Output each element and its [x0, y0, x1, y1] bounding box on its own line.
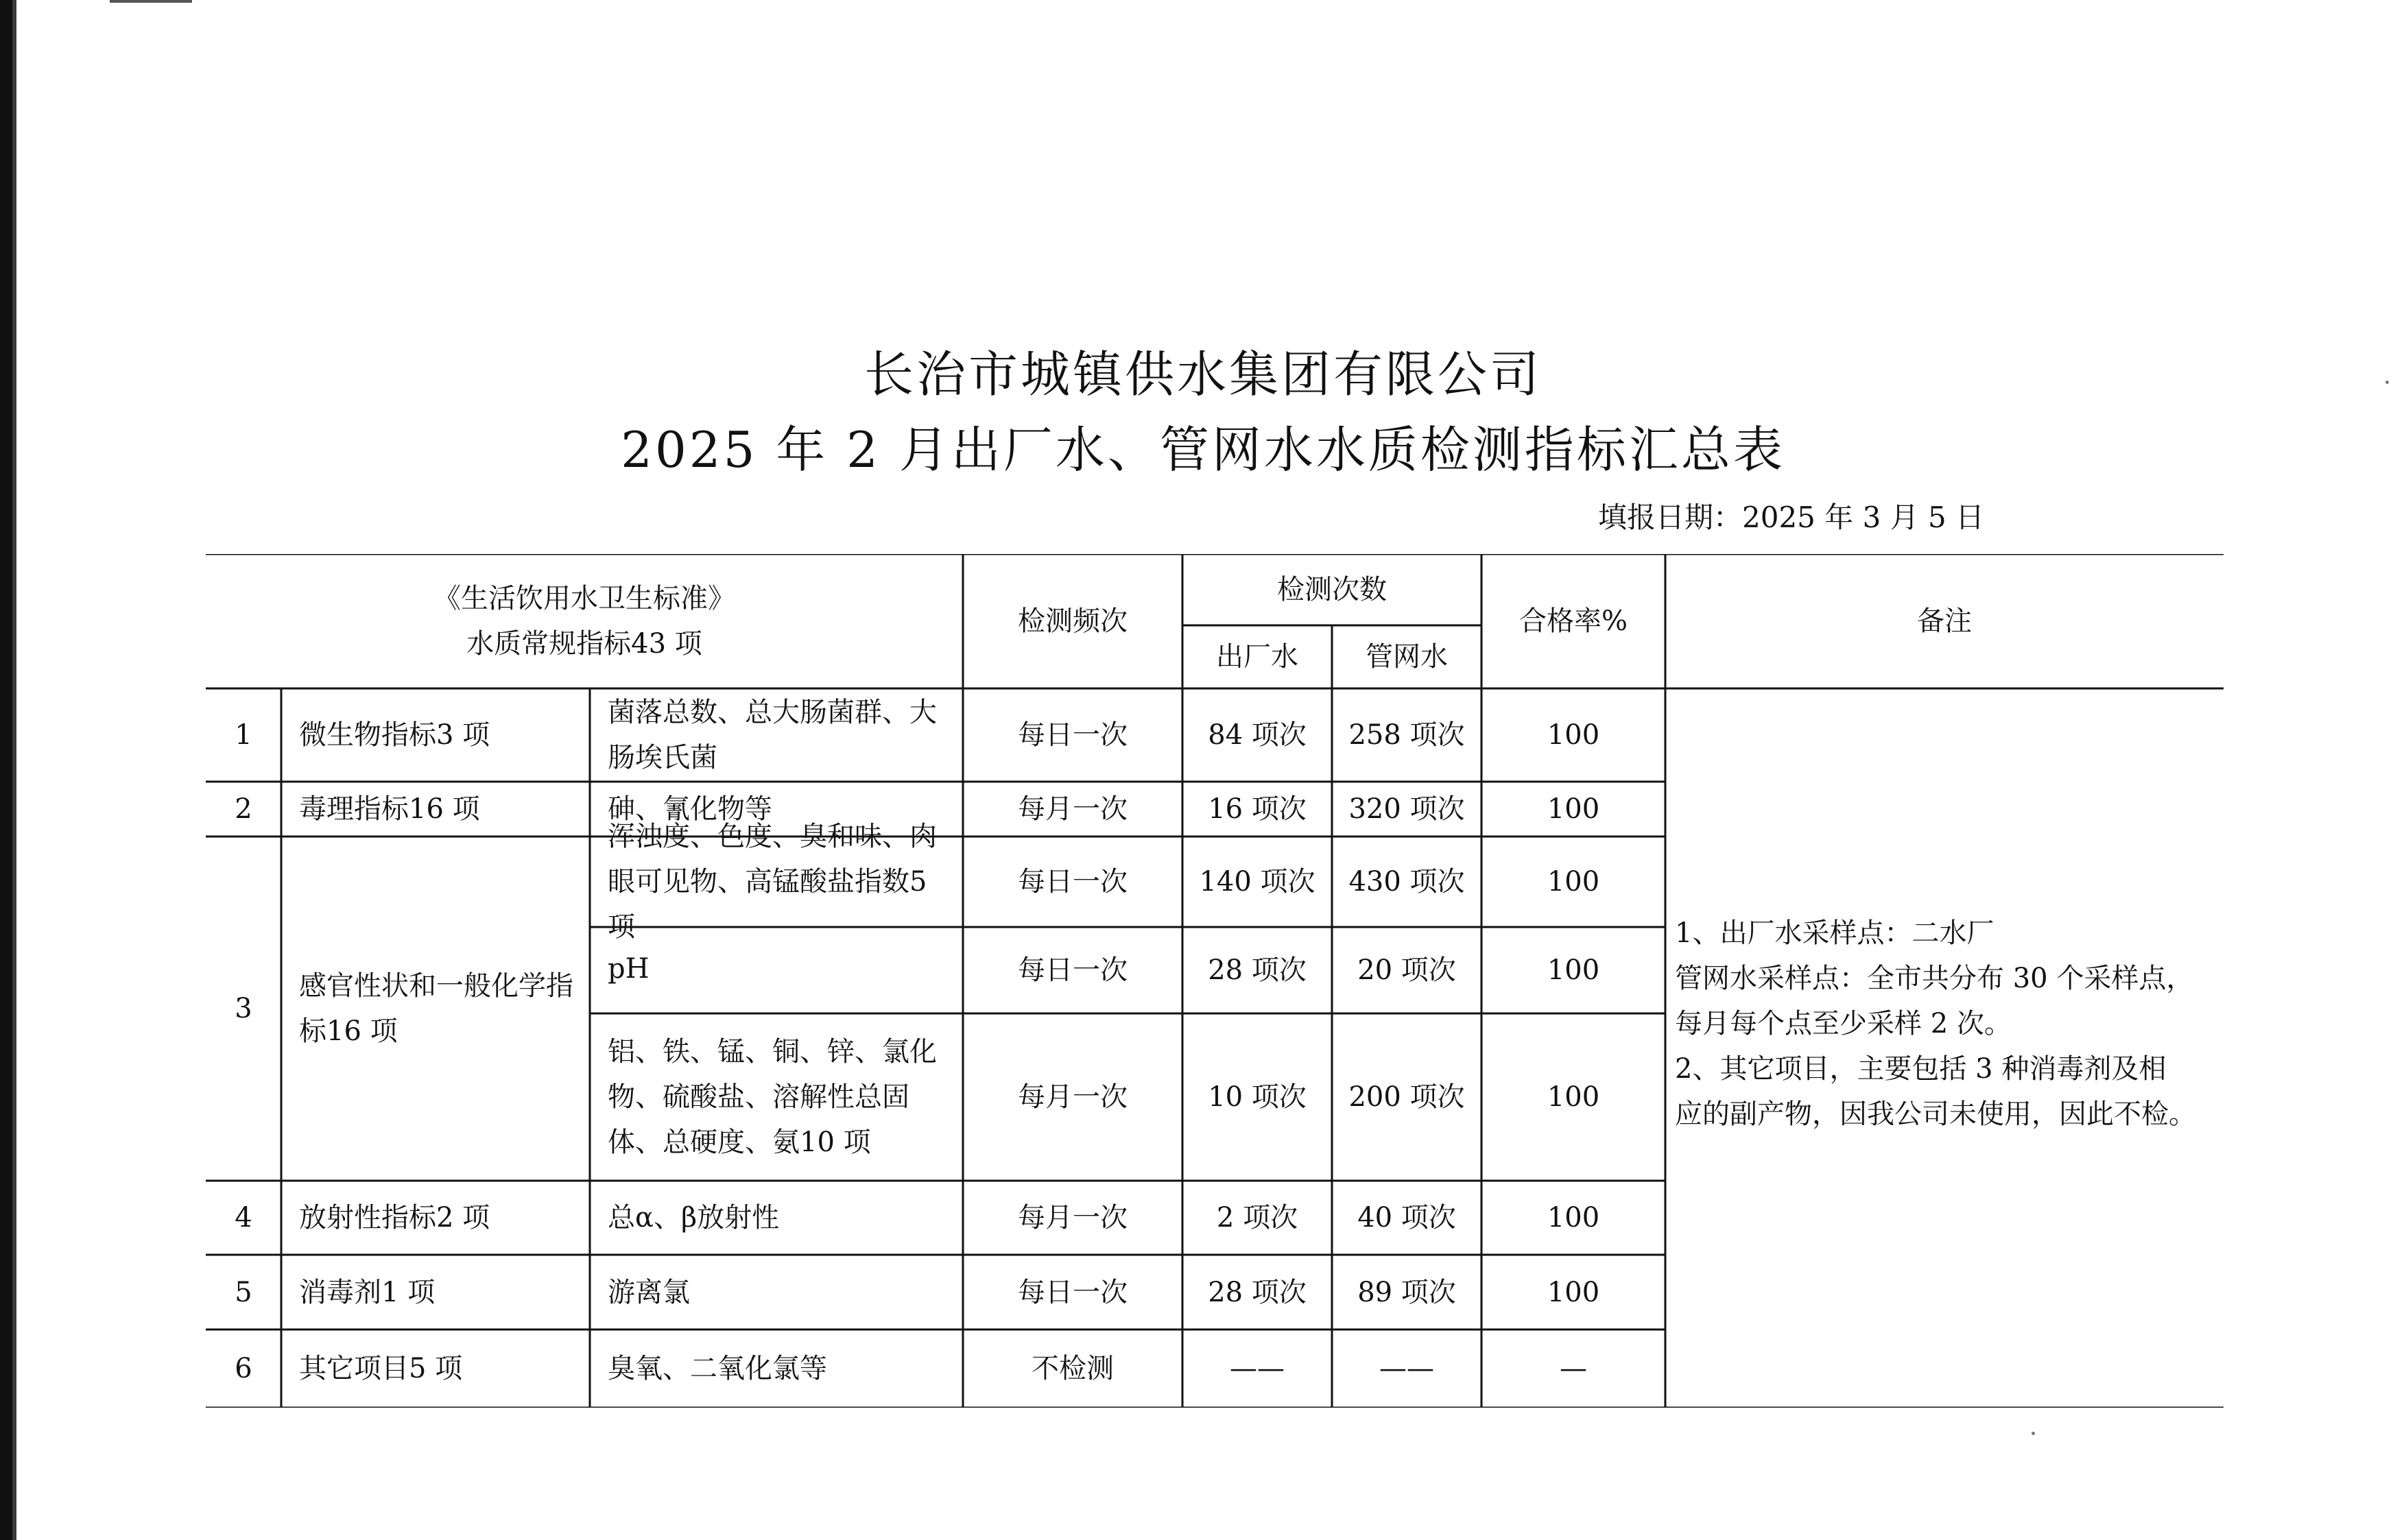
standard-header: [206, 554, 963, 688]
remarks-line: 1、出厂水采样点：二水厂: [1675, 917, 1994, 949]
pass-rate: 100: [1547, 866, 1600, 898]
factory-count: 16 项次: [1208, 793, 1307, 825]
factory-count: 28 项次: [1208, 1276, 1307, 1308]
group-category: 毒理指标16 项: [299, 793, 480, 825]
count-group-header: 检测次数: [1277, 574, 1387, 605]
factory-count: 2 项次: [1216, 1202, 1298, 1234]
test-frequency: 每月一次: [1018, 793, 1128, 825]
remarks-note: [1675, 911, 2237, 1137]
pipe-water-header: 管网水: [1366, 641, 1448, 673]
factory-count: 10 项次: [1208, 1081, 1307, 1113]
pipe-count: ——: [1379, 1353, 1434, 1384]
pass-rate: —: [1560, 1353, 1587, 1384]
test-frequency: 每日一次: [1018, 719, 1128, 751]
remarks-header: 备注: [1917, 605, 1972, 637]
pass-rate: 100: [1547, 1202, 1600, 1234]
indicator-items: 浑浊度、色度、臭和味、肉眼可见物、高锰酸盐指数5 项: [608, 821, 937, 943]
pass-rate: 100: [1547, 1276, 1600, 1308]
factory-water-header: 出厂水: [1216, 641, 1298, 673]
test-frequency: 每月一次: [1018, 1202, 1128, 1234]
scan-left-edge-shadow: [12, 0, 16, 1540]
test-frequency: 每日一次: [1018, 954, 1128, 986]
standard-title: 《生活饮用水卫生标准》: [433, 583, 735, 614]
scan-speck: [2385, 381, 2389, 384]
group-category: 微生物指标3 项: [299, 719, 490, 751]
factory-count: ——: [1230, 1353, 1285, 1384]
indicator-items: pH: [608, 953, 650, 985]
indicator-items: 铝、铁、锰、铜、锌、氯化物、硫酸盐、溶解性总固体、总硬度、氨10 项: [608, 1036, 937, 1158]
scan-left-edge: [0, 0, 12, 1540]
pipe-count: 258 项次: [1348, 719, 1465, 751]
indicator-items: 砷、氰化物等: [608, 793, 772, 825]
summary-table: [206, 554, 2224, 1408]
indicator-items: 臭氧、二氧化氯等: [608, 1353, 827, 1384]
scan-top-mark: [110, 0, 192, 3]
pass-rate: 100: [1547, 719, 1600, 751]
indicator-items: 菌落总数、总大肠菌群、大肠埃氏菌: [608, 697, 937, 773]
pass-rate: 100: [1547, 793, 1600, 825]
company-title: 长治市城镇供水集团有限公司: [863, 346, 1542, 403]
factory-count: 84 项次: [1208, 719, 1307, 751]
test-frequency: 每日一次: [1018, 866, 1128, 898]
standard-subtitle: 水质常规指标43 项: [466, 628, 702, 660]
pass-rate: 100: [1547, 1081, 1600, 1113]
test-frequency: 不检测: [1032, 1353, 1114, 1384]
indicator-items: 总α、β放射性: [608, 1202, 780, 1234]
group-category: 其它项目5 项: [299, 1353, 463, 1384]
indicator-items: 游离氯: [608, 1276, 690, 1308]
group-no: 4: [235, 1202, 252, 1234]
group-category: 放射性指标2 项: [299, 1202, 490, 1234]
group-no: 3: [235, 993, 252, 1024]
fill-date: 填报日期：2025 年 3 月 5 日: [1598, 501, 1985, 534]
pipe-count: 200 项次: [1348, 1081, 1465, 1113]
factory-count: 28 项次: [1208, 954, 1307, 986]
remarks-line: 每月每个点至少采样 2 次。: [1675, 1008, 2012, 1039]
group-no: 2: [235, 793, 252, 825]
test-frequency: 每月一次: [1018, 1081, 1128, 1113]
remarks-line: 2、其它项目，主要包括 3 种消毒剂及相: [1675, 1053, 2167, 1085]
remarks-line: 应的副产物，因我公司未使用，因此不检。: [1675, 1098, 2196, 1130]
pass-rate-header: 合格率%: [1518, 605, 1628, 637]
pipe-count: 89 项次: [1357, 1276, 1456, 1308]
remarks-line: 管网水采样点：全市共分布 30 个采样点，: [1675, 963, 2194, 994]
pipe-count: 40 项次: [1357, 1202, 1456, 1234]
pipe-count: 320 项次: [1348, 793, 1465, 825]
group-category: 消毒剂1 项: [299, 1276, 436, 1308]
report-title: 2025 年 2 月出厂水、管网水水质检测指标汇总表: [621, 421, 1785, 479]
group-no: 5: [235, 1276, 252, 1308]
frequency-header: 检测频次: [1018, 605, 1128, 637]
pipe-count: 20 项次: [1357, 954, 1456, 986]
test-frequency: 每日一次: [1018, 1276, 1128, 1308]
pipe-count: 430 项次: [1348, 866, 1465, 898]
pass-rate: 100: [1547, 954, 1600, 986]
scan-speck: [2032, 1432, 2035, 1435]
group-category: 感官性状和一般化学指标16 项: [299, 970, 573, 1047]
group-no: 1: [235, 719, 252, 751]
group-no: 6: [235, 1353, 252, 1384]
factory-count: 140 项次: [1199, 866, 1315, 898]
